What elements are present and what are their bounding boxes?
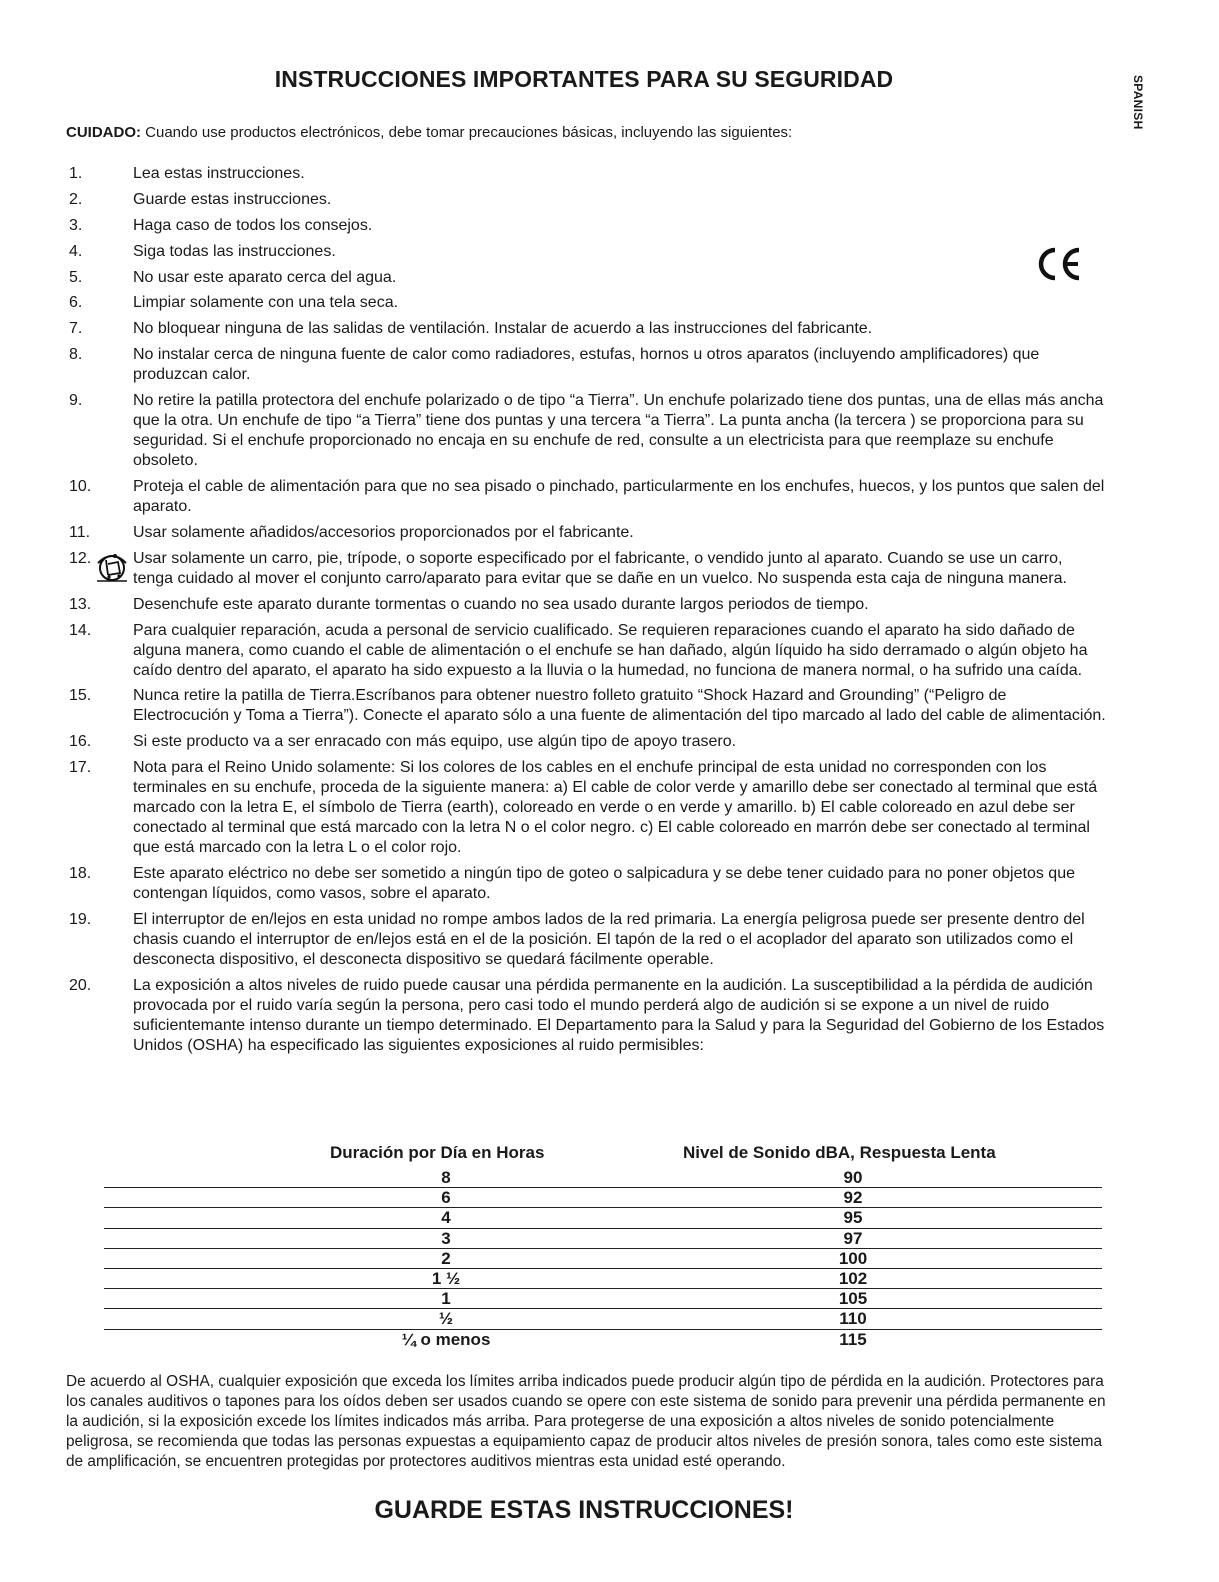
caution-text: Cuando use productos electrónicos, debe tomar precauciones básicas, incluyendo las siguientes: (141, 124, 793, 141)
instruction-text: Desenchufe este aparato durante tormentas o cuando no sea usado durante largos periodos de tiempo. (133, 595, 869, 613)
instruction-number: 13. (69, 595, 92, 613)
instruction-number: 15. (69, 687, 92, 705)
instruction-text: No usar este aparato cerca del agua. (133, 268, 397, 286)
instruction-item (66, 523, 1106, 543)
table-row: 8 90 (104, 1168, 1102, 1188)
instruction-number: 17. (69, 759, 92, 777)
instruction-text: Lea estas instrucciones. (133, 165, 305, 182)
table-row: ½ 110 (104, 1309, 1102, 1329)
instruction-text: No retire la patilla protectora del enchufe polarizado o de tipo “a Tierra”. Un enchufe polarizado tiene dos puntas, una de ellas más ancha que la otra. Un enchufe de tipo “a Tierra” tiene dos puntas y una tercera “a Tierra”. La punta ancha (la tercera ) se proporciona para su seguridad. Si el enchufe proporcionado no encaja en su enchufe de red, consulte a un electricista para que reemplaze su enchufe obsoleto. (133, 392, 1104, 470)
instruction-text: Usar solamente añadidos/accesorios proporcionados por el fabricante. (133, 523, 634, 541)
page-title: INSTRUCCIONES IMPORTANTES PARA SU SEGURIDAD (274, 66, 894, 92)
instruction-number: 11. (69, 523, 91, 541)
instruction-text: Usar solamente un carro, pie, trípode, o soporte especificado por el fabricante, o vendido junto al aparato. Cuando se use un carro, tenga cuidado al mover el conjunto carro/aparato para evitar que se dañe en un vuelco. No suspenda esta caja de ninguna manera. (133, 549, 1067, 587)
instruction-item (66, 621, 1106, 681)
instruction-number: 20. (69, 976, 92, 994)
instruction-item (66, 758, 1106, 858)
instruction-item (66, 910, 1106, 970)
instruction-text: Siga todas las instrucciones. (133, 242, 336, 260)
instruction-number: 8. (69, 346, 83, 364)
hours-column-header: Duración por Día en Horas (330, 1143, 545, 1162)
instruction-text: Para cualquier reparación, acuda a personal de servicio cualificado. Se requieren reparaciones cuando el aparato ha sido dañado de alguna manera, como cuando el cable de alimentación o el enchufe se han dañado, algún líquido ha sido derramado o algún objeto ha caído dentro del aparato, el aparato ha sido expuesto a la lluvia o la humedad, no funciona de manera normal, o ha sufrido una caída. (133, 621, 1088, 679)
instruction-number: 18. (69, 865, 92, 883)
instruction-number: 1. (69, 165, 83, 182)
instruction-item (66, 686, 1106, 726)
instruction-number: 16. (69, 733, 92, 751)
table-row: 4 95 (104, 1208, 1102, 1228)
instruction-text: No bloquear ninguna de las salidas de ventilación. Instalar de acuerdo a las instrucciones del fabricante. (133, 320, 873, 338)
instruction-text: Nunca retire la patilla de Tierra.Escríbanos para obtener nuestro folleto gratuito “Shock Hazard and Grounding” (“Peligro de Electrocución y Toma a Tierra”). Conecte el aparato sólo a una fuente de alimentación del tipo marcado al lado del cable de alimentación. (133, 687, 1106, 725)
caution-label: CUIDADO: (66, 124, 141, 141)
instruction-number: 6. (69, 294, 83, 312)
instruction-number: 14. (69, 621, 92, 639)
instruction-item (66, 293, 1106, 313)
instruction-number: 3. (69, 216, 83, 234)
instruction-item (66, 864, 1106, 904)
instruction-item (66, 345, 1106, 385)
instruction-text: Proteja el cable de alimentación para que no sea pisado o pinchado, particularmente en los enchufes, huecos, y los puntos que salen del aparato. (133, 478, 1105, 516)
instruction-text: Si este producto va a ser enracado con más equipo, use algún tipo de apoyo trasero. (133, 733, 737, 751)
instruction-item (66, 242, 1106, 262)
footer-title: GUARDE ESTAS INSTRUCCIONES! (374, 1496, 794, 1524)
table-row: 1 ½ 102 (104, 1269, 1102, 1289)
table-row: 2 100 (104, 1249, 1102, 1269)
instruction-item (66, 549, 1106, 589)
instruction-item (66, 595, 1106, 615)
instruction-text: Este aparato eléctrico no debe ser sometido a ningún tipo de goteo o salpicadura y se debe tener cuidado para no poner objetos que contengan líquidos, como vasos, sobre el aparato. (133, 865, 1075, 903)
instruction-text: El interruptor de en/lejos en esta unidad no rompe ambos lados de la red primaria. La energía peligrosa puede ser presente dentro del chasis cuando el interruptor de en/lejos está en el de la posición. El tapón de la red o el acoplador del aparato son utilizados como el desconecta dispositivo, el desconecta dispositivo se quedará fácilmente operable. (133, 911, 1085, 969)
osha-paragraph: De acuerdo al OSHA, cualquier exposición que exceda los límites arriba indicados puede producir algún tipo de pérdida en la audición. Protectores para los canales auditivos o tapones para los oídos deben ser usados cuando se opere con este sistema de sonido para prevenir una pérdida permanente en la audición, si la exposición excede los límites indicados más arriba. Para protegerse de una exposición a altos niveles de sonido potencialmente peligrosa, se recomienda que todas las personas expuestas a equipamiento capaz de producir altos niveles de presión sonora, tales como este sistema de amplificación, se encuentren protegidas por protectores auditivos mientras esta unidad esté operando. (66, 1373, 1106, 1470)
instruction-item (66, 976, 1106, 1056)
instruction-item (66, 319, 1106, 339)
table-row: 6 92 (104, 1188, 1102, 1208)
instruction-number: 19. (69, 911, 92, 929)
table-row: ¼ o menos 115 (401, 1329, 867, 1349)
instruction-number: 9. (69, 392, 83, 410)
instruction-number: 5. (69, 268, 83, 286)
table-row: 3 97 (104, 1229, 1102, 1249)
instruction-number: 2. (69, 190, 83, 208)
noise-exposure-table (104, 1168, 1102, 1349)
instruction-number: 12. (69, 549, 92, 567)
instruction-text: La exposición a altos niveles de ruido puede causar una pérdida permanente en la audición. La susceptibilidad a la pérdida de audición provocada por el ruido varía según la persona, pero casi todo el mundo perderá algo de audición si se expone a un nivel de ruido suficientemante intenso durante un tiempo determinado. El Departamento para la Salud y para la Seguridad del Gobierno de los Estados Unidos (OSHA) ha especificado las siguientes exposiciones al ruido permisibles: (133, 976, 1105, 1054)
cart-tip-over-warning-icon (94, 547, 130, 583)
instruction-item (66, 268, 1106, 288)
instruction-item (66, 216, 1106, 236)
instruction-item (66, 164, 1106, 184)
instruction-text: Haga caso de todos los consejos. (133, 216, 373, 234)
dba-column-header: Nivel de Sonido dBA, Respuesta Lenta (683, 1143, 996, 1162)
instruction-item (66, 190, 1106, 210)
instruction-number: 7. (69, 320, 83, 338)
instruction-text: No instalar cerca de ninguna fuente de calor como radiadores, estufas, hornos u otros aparatos (incluyendo amplificadores) que produzcan calor. (133, 346, 1040, 384)
instruction-item (66, 477, 1106, 517)
instruction-item (66, 391, 1106, 471)
instruction-number: 10. (69, 478, 92, 496)
language-label: SPANISH (1131, 75, 1145, 130)
table-row: 1 105 (104, 1289, 1102, 1309)
instruction-number: 4. (69, 242, 83, 260)
instruction-text: Guarde estas instrucciones. (133, 190, 332, 208)
instruction-text: Nota para el Reino Unido solamente: Si los colores de los cables en el enchufe principal de esta unidad no corresponden con los terminales en su enchufe, proceda de la siguiente manera: a) El cable de color verde y amarillo debe ser conectado al terminal que está marcado con la letra E, el símbolo de Tierra (earth), coloreado en verde o en verde y amarillo. b) El cable coloreado en azul debe ser conectado al terminal que está marcado con la letra N o el color negro. c) El cable coloreado en marrón debe ser conectado al terminal que está marcado con la letra L o el color rojo. (133, 759, 1098, 857)
instruction-text: Limpiar solamente con una tela seca. (133, 294, 399, 312)
instruction-item (66, 732, 1106, 752)
safety-instructions-list (66, 164, 1106, 1062)
caution-statement (66, 124, 792, 141)
